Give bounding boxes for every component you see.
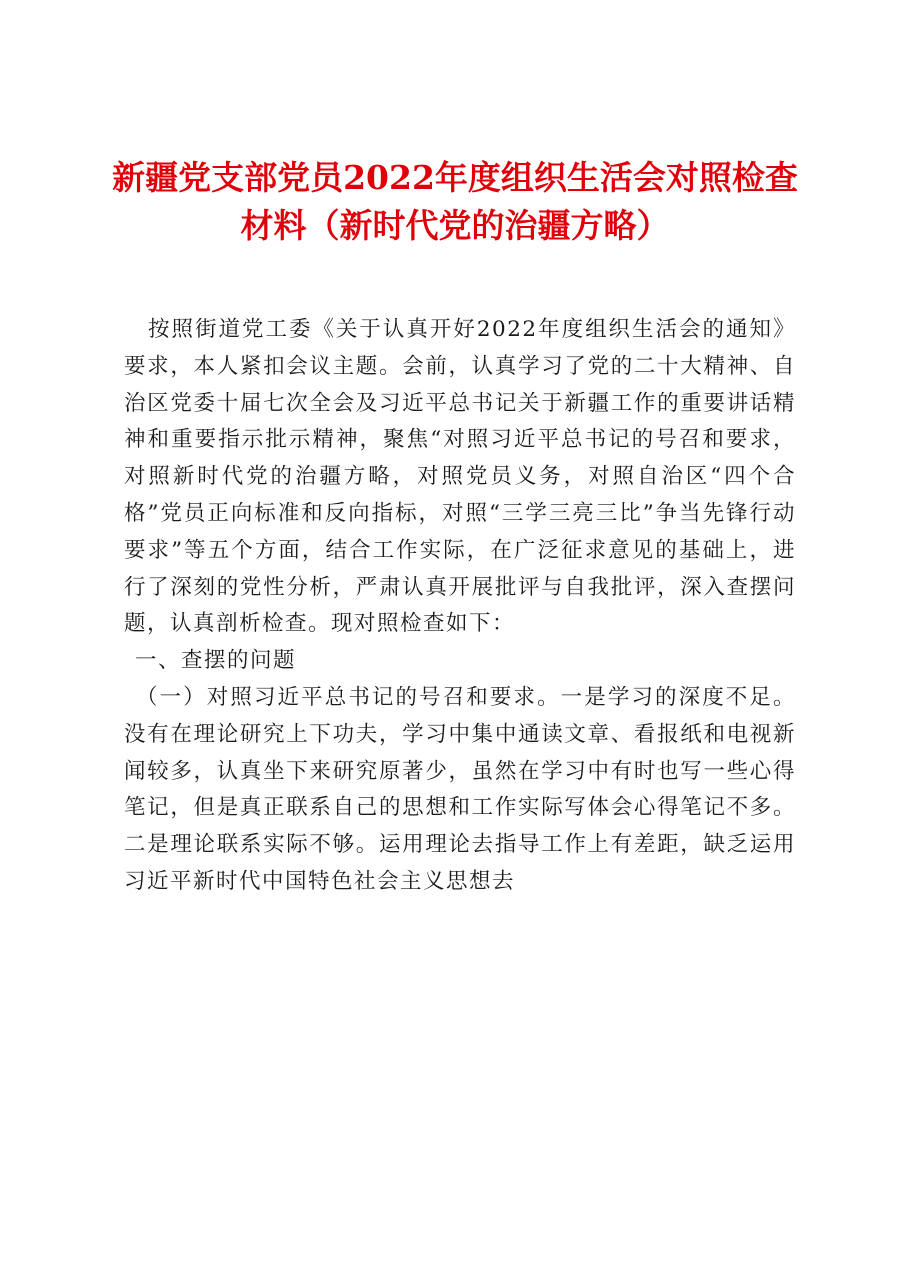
paragraph-intro: 按照街道党工委《关于认真开好2022年度组织生活会的通知》要求，本人紧扣会议主题。会前，认真学习了党的二十大精神、自治区党委十届七次全会及习近平总书记关于新疆工作的重要讲话精神和重要指示批示精神，聚焦“对照习近平总书记的号召和要求，对照新时代党的治疆方略，对照党员义务，对照自治区“四个合格”党员正向标准和反向指标，对照“三学三亮三比”争当先锋行动要求”等五个方面，结合工作实际，在广泛征求意见的基础上，进行了深刻的党性分析，严肃认真开展批评与自我批评，深入查摆问题，认真剖析检查。现对照检查如下：	[124, 317, 796, 637]
document-title: 新疆党支部党员2022年度组织生活会对照检查材料（新时代党的治疆方略）	[112, 158, 798, 245]
paragraph-section-1: （一）对照习近平总书记的号召和要求。一是学习的深度不足。没有在理论研究上下功夫，学习中集中通读文章、看报纸和电视新闻较多，认真坐下来研究原著少，虽然在学习中有时也写一些心得笔记，但是真正联系自己的思想和工作实际写体会心得笔记不多。二是理论联系实际不够。运用理论去指导工作上有差距，缺乏运用习近平新时代中国特色社会主义思想去	[124, 684, 796, 894]
document-body	[124, 312, 796, 901]
section-heading-problems: 一、查摆的问题	[135, 648, 297, 674]
